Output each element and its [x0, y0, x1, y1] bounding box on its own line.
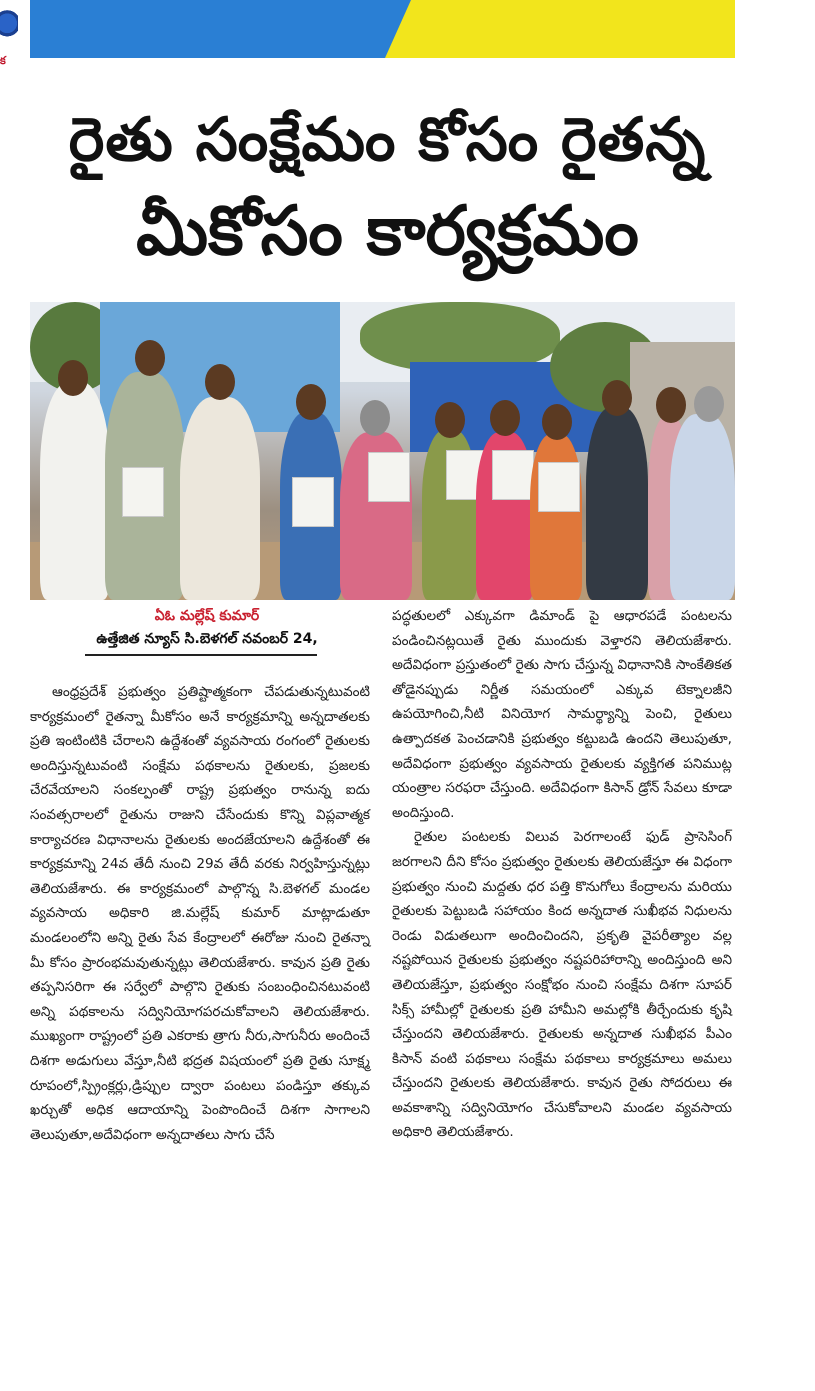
photo-person-head	[602, 380, 632, 416]
photo-person-head	[360, 400, 390, 436]
newspaper-logo	[0, 6, 22, 67]
photo-person-head	[296, 384, 326, 420]
photo-person-head	[656, 387, 686, 423]
banner-yellow-band	[385, 0, 735, 58]
photo-person-head	[435, 402, 465, 438]
photo-person-head	[542, 404, 572, 440]
photo-person	[586, 407, 648, 600]
photo-document	[292, 477, 334, 527]
masthead-banner	[30, 0, 735, 58]
photo-person-head	[58, 360, 88, 396]
article-column-left	[30, 680, 370, 1147]
photo-document	[368, 452, 410, 502]
photo-person-head	[135, 340, 165, 376]
logo-tag: క	[0, 54, 6, 67]
headline-line-2: మీకోసం కార్యక్రమం	[136, 192, 639, 271]
photo-person	[180, 397, 260, 600]
article-dateline: ఉత్తేజిత న్యూస్ సి.బెళగల్ నవంబర్ 24,	[96, 631, 318, 647]
dateline-underline	[85, 654, 317, 656]
logo-mark-icon	[0, 8, 18, 42]
article-paragraph: పద్ధతులలో ఎక్కువగా డిమాండ్ పై ఆధారపడే పంటలను పండించినట్లయితే రైతు ముందుకు వెళ్తారని తెలియజేశారు. అదేవిధంగా ప్రస్తుతంలో రైతు సాగు చేస్తున్న విధానానికి సాంకేతికత తోడైనప్పుడు నిర్ణీత సమయంలో ఎక్కువ టెక్నాలజీని ఉపయోగించి,నీటి వినియోగ సామర్థ్యాన్ని పెంచి, రైతులు ఉత్పాదకత పెంచడానికి ప్రభుత్వం కట్టుబడి ఉందని తెలుపుతూ, అదేవిధంగా ప్రభుత్వం వ్యవసాయ రైతులకు వ్యక్తిగత పనిముట్ల యంత్రాల సరఫరా చేస్తుంది. అదేవిధంగా కిసాన్ డ్రోన్ సేవలు కూడా అందిస్తుంది.	[392, 608, 732, 821]
article-column-right	[392, 604, 732, 1145]
photo-person-head	[205, 364, 235, 400]
photo-document	[538, 462, 580, 512]
photo-document	[492, 450, 534, 500]
photo-person	[530, 434, 582, 600]
article-author: ఏఓ మల్లేష్ కుమార్	[154, 608, 260, 624]
photo-person-head	[694, 386, 724, 422]
article-paragraph: ఆంధ్రప్రదేశ్ ప్రభుత్వం ప్రతిష్టాత్మకంగా చేపడుతున్నటువంటి కార్యక్రమంలో రైతన్నా మీకోసం అనే కార్యక్రమాన్ని అన్నదాతలకు ప్రతి ఇంటింటికి చేరాలని ఉద్దేశంతో వ్యవసాయ రంగంలో రైతులకు అందిస్తున్నటువంటి సంక్షేమ పథకాలను రైతులకు, ప్రజలకు చేరవేయాలని సంకల్పంతో రాష్ట్ర ప్రభుత్వం రానున్న ఐదు సంవత్సరాలలో రైతును రాజుని చేసేందుకు కొన్ని విప్లవాత్మక కార్యాచరణ విధానాలను రైతులకు అందజేయాలని ఉద్దేశంతో ఈ కార్యక్రమాన్ని 24వ తేదీ నుంచి 29వ తేదీ వరకు నిర్వహిస్తున్నట్లు తెలియజేశారు. ఈ కార్యక్రమంలో పాల్గొన్న సి.బెళగల్ మండల వ్యవసాయ అధికారి జి.మల్లేష్ కుమార్ మాట్లాడుతూ మండలంలోని అన్ని రైతు సేవ కేంద్రాలలో ఈరోజు నుంచి రైతన్నా మీ కోసం ప్రారంభమవుతున్నట్లు తెలియజేశారు. కావున ప్రతి రైతు తప్పనిసరిగా ఈ సర్వేలో పాల్గొని రైతుకు సంబంధించినటువంటి అన్ని పథకాలను సద్వినియోగపరచుకోవాలని తెలియజేశారు. ముఖ్యంగా రాష్ట్రంలో ప్రతి ఎకరాకు త్రాగు నీరు,సాగునీరు అందించే దిశగా అడుగులు వేస్తూ,నీటి భద్రత విషయంలో ప్రతి రైతు సూక్ష్మ రూపంలో,స్ప్రింక్లర్లు,డ్రిప్పుల ద్వారా పంటలు పండిస్తూ తక్కువ ఖర్చుతో అధిక ఆదాయాన్ని పెంపొందించే దిశగా సాగాలని తెలుపుతూ,అదేవిధంగా అన్నదాతలు సాగు చేసే	[30, 684, 370, 1143]
photo-person	[670, 414, 735, 600]
headline-line-1: రైతు సంక్షేమం కోసం రైతన్న	[68, 105, 707, 175]
photo-person	[40, 382, 110, 600]
article-paragraph: రైతుల పంటలకు విలువ పెరగాలంటే ఫుడ్ ప్రాసెసింగ్ జరగాలని దీని కోసం ప్రభుత్వం రైతులకు తెలియజేస్తూ ఈ విధంగా ప్రభుత్వం నుంచి మద్దతు ధర పత్తి కొనుగోలు కేంద్రాలను మరియు రైతులకు పెట్టుబడి సహాయం కింద అన్నదాత సుఖీభవ నిధులను రెండు విడుతలుగా అందించిందని, ప్రకృతి వైపరీత్యాల వల్ల నష్టపోయిన రైతులకు ప్రభుత్వం నష్టపరిహారాన్ని అందిస్తుంది అని తెలియజేస్తూ, ప్రభుత్వం సంక్షోభం నుంచి సంక్షేమ దిశగా సూపర్ సిక్స్ హామీల్లో రైతులకు ప్రతి హామీని అమల్లోకి తీర్చేందుకు కృషి చేస్తుందని తెలియజేశారు. రైతులకు అన్నదాత సుఖీభవ పీఎం కిసాన్ వంటి పథకాలు సంక్షేమ పథకాలు కార్యక్రమాలు అమలు చేస్తుందని రైతులకు తెలియజేశారు. కావున రైతు సోదరులు ఈ అవకాశాన్ని సద్వినియోగం చేసుకోవాలని మండల వ్యవసాయ అధికారి తెలియజేశారు.	[392, 829, 732, 1141]
news-photo	[30, 302, 735, 600]
photo-person-head	[490, 400, 520, 436]
photo-document	[122, 467, 164, 517]
